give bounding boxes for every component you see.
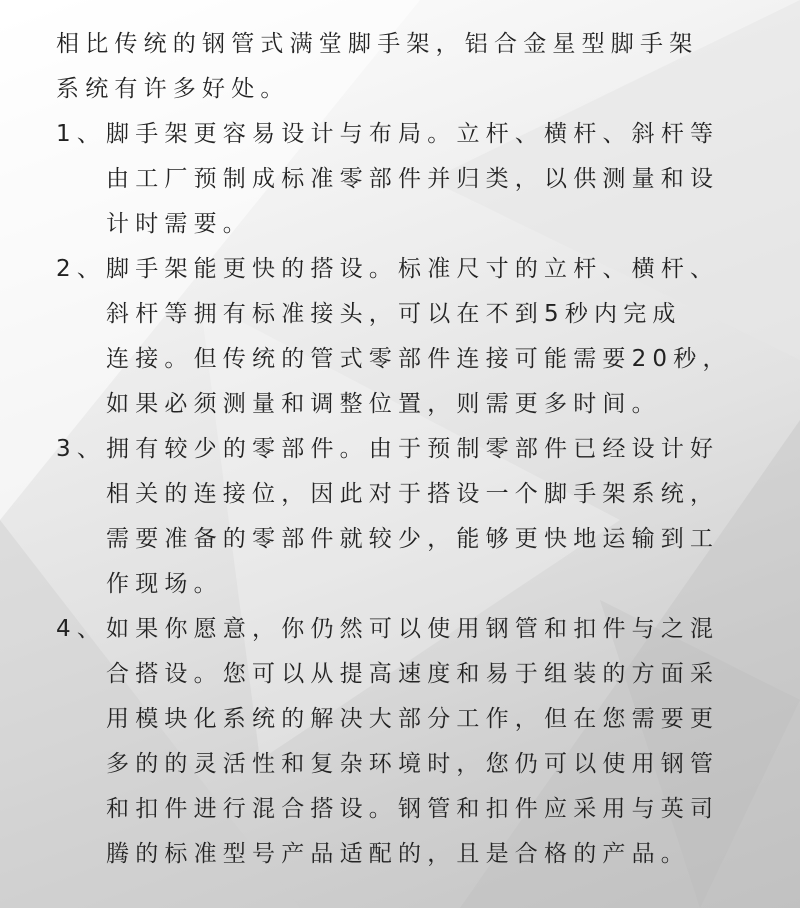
intro-line-2: 系统有许多好处。 <box>56 76 290 102</box>
article-body <box>56 22 736 877</box>
item-3-number: 3、 <box>56 436 107 462</box>
item-2-text: 脚手架能更快的搭设。标准尺寸的立杆、横杆、 <box>106 256 720 282</box>
item-3-text: 拥有较少的零部件。由于预制零部件已经设计好 <box>106 436 720 462</box>
item-3-line-3: 需要准备的零部件就较少，能够更快地运输到工 <box>106 526 720 552</box>
item-2-line-4: 如果必须测量和调整位置，则需更多时间。 <box>106 391 661 417</box>
item-2-line-2: 斜杆等拥有标准接头，可以在不到5秒内完成 <box>106 301 682 327</box>
item-1-number: 1、 <box>56 121 107 147</box>
item-4-line-3: 用模块化系统的解决大部分工作，但在您需要更 <box>106 706 720 732</box>
item-2-line-1 <box>56 247 736 292</box>
item-3-line-2: 相关的连接位，因此对于搭设一个脚手架系统， <box>106 481 720 507</box>
item-4-line-2: 合搭设。您可以从提高速度和易于组装的方面采 <box>106 661 720 687</box>
item-2-number: 2、 <box>56 256 107 282</box>
item-3-line-4: 作现场。 <box>106 571 223 597</box>
item-1-line-3: 计时需要。 <box>106 211 252 237</box>
item-4-line-4: 多的的灵活性和复杂环境时，您仍可以使用钢管 <box>106 751 720 777</box>
item-4-line-6: 腾的标准型号产品适配的，且是合格的产品。 <box>106 841 690 867</box>
item-4-number: 4、 <box>56 616 107 642</box>
item-4-line-1 <box>56 607 736 652</box>
intro-line-1: 相比传统的钢管式满堂脚手架，铝合金星型脚手架 <box>56 31 699 57</box>
item-1-text: 脚手架更容易设计与布局。立杆、横杆、斜杆等 <box>106 121 720 147</box>
item-1-line-2: 由工厂预制成标准零部件并归类，以供测量和设 <box>106 166 720 192</box>
item-4-line-5: 和扣件进行混合搭设。钢管和扣件应采用与英司 <box>106 796 720 822</box>
item-1-line-1 <box>56 112 736 157</box>
item-3-line-1 <box>56 427 736 472</box>
item-4-text: 如果你愿意，你仍然可以使用钢管和扣件与之混 <box>106 616 720 642</box>
item-2-line-3: 连接。但传统的管式零部件连接可能需要20秒， <box>106 346 732 372</box>
